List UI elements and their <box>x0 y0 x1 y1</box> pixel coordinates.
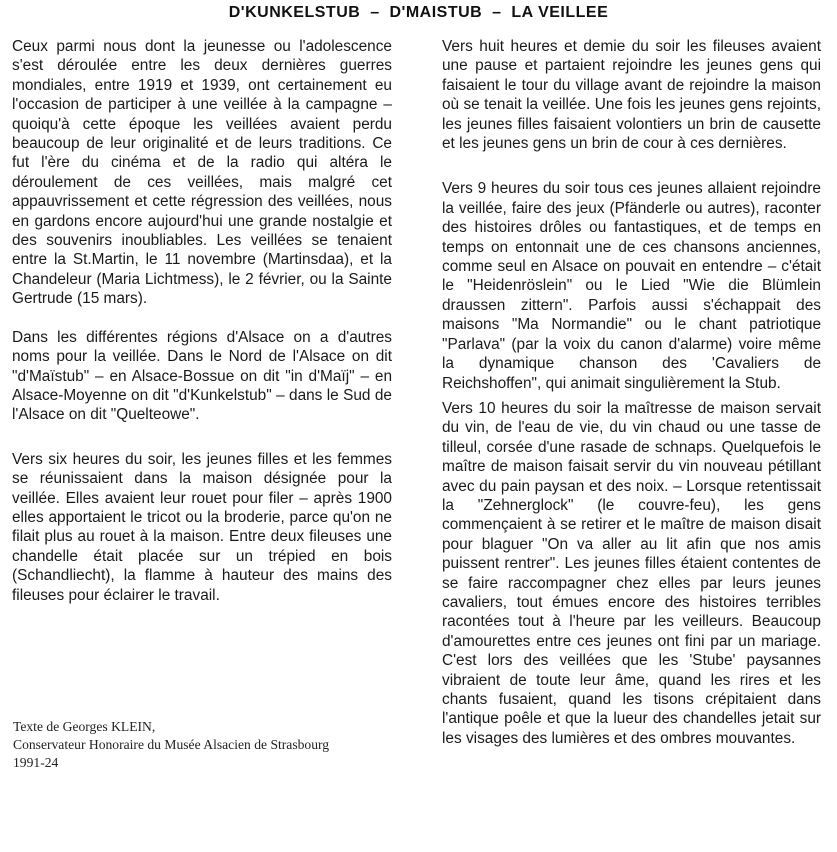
credit-author: Texte de Georges KLEIN, <box>13 719 156 734</box>
paragraph-spacer <box>442 153 821 179</box>
credit-reference: 1991-24 <box>13 755 59 770</box>
paragraph-regional-names: Dans les différentes régions d'Alsace on a d'autres noms pour la veillée. Dans le Nord de l'Alsace on dit "d'Maïstub" – en Alsace-Bossue on dit "in d'Maïj" – en Alsace-Moyenne on dit "d'Kunkelstub" – dans le Sud de l'Alsace on dit "Quelteowe". <box>12 328 392 424</box>
paragraph-six-oclock: Vers six heures du soir, les jeunes filles et les femmes se réunissaient dans la maison désignée pour la veillée. Elles avaient leur rouet pour filer – après 1900 elles apportaient le tricot ou la broderie, parce qu'on ne filait plus au rouet à la maison. Entre deux fileuses une chandelle était placée sur un trépied en bois (Schandliecht), la flamme à hauteur des mains des fileuses pour éclairer le travail. <box>12 450 392 604</box>
paragraph-nine-oclock: Vers 9 heures du soir tous ces jeunes allaient rejoindre la veillée, faire des jeux (Pfänderle ou autres), raconter des histoires drôles ou fantastiques, et de temps en temps on entonnait une de ces chansons anciennes, comme seul en Alsace on pouvait en entendre – c'était le "Heidenröslein" ou le Lied "Wie die Blümlein draussen zittern". Parfois aussi s'échappait des maisons "Ma Normandie" ou le chant patriotique "Parlava" (par la voix du canon d'alarme) voire même la dynamique chanson des 'Cavaliers de Reichshoffen", qui animait singulièrement la Stub. <box>442 180 821 392</box>
right-column <box>442 37 821 748</box>
credit-role: Conservateur Honoraire du Musée Alsacien de Strasbourg <box>13 737 330 752</box>
page-title: D'KUNKELSTUB – D'MAISTUB – LA VEILLEE <box>228 4 609 21</box>
paragraph-eight-thirty: Vers huit heures et demie du soir les fileuses avaient une pause et partaient rejoindre les jeunes gens qui faisaient le tour du village avant de rejoindre la maison où se tenait la veillée. Une fois les jeunes gens rejoints, les jeunes filles faisaient volontiers un brin de causette et les jeunes gens un brin de cour à ces dernières. <box>442 38 821 153</box>
left-column <box>12 37 392 605</box>
paragraph-spacer <box>12 309 392 328</box>
paragraph-intro: Ceux parmi nous dont la jeunesse ou l'adolescence s'est déroulée entre les deux dernières guerres mondiales, entre 1919 et 1939, ont certainement eu l'occasion de participer à une veillée à la campagne – quoiqu'à cette époque les veillées avaient perdu beaucoup de leur originalité et de leurs traditions. Ce fut l'ère du cinéma et de la radio qui altéra le déroulement de ces veillées, mais malgré cet appauvrissement et cette régression des veillées, nous en gardons encore aujourd'hui une grande nostalgie et des souvenirs inoubliables. Les veillées se tenaient entre la St.Martin, le 11 novembre (Martinsdaa), et la Chandeleur (Maria Lichtmess), le 2 février, ou la Sainte Gertrude (15 mars). <box>12 38 392 308</box>
paragraph-spacer <box>12 425 392 450</box>
author-credit <box>13 718 373 772</box>
paragraph-ten-oclock: Vers 10 heures du soir la maîtresse de maison servait du vin, de l'eau de vie, du vin chaud ou une tasse de tilleul, corsée d'une rasade de schnaps. Quelquefois le maître de maison faisait servir du vin nouveau pétillant avec du pain paysan et des noix. – Lorsque retentissait la "Zehnerglock" (le couvre-feu), les gens commençaient à se retirer et le maître de maison disait pour blaguer "On va aller au lit afin que nos amis puissent rentrer". Les jeunes filles étaient contentes de se faire raccompagner chez elles par leurs jeunes cavaliers, tout émues encore des histoires terribles racontées tout à l'heure par les veilleurs. Beaucoup d'amourettes entre ces jeunes ont fini par un mariage. C'est lors des veillées que les 'Stube' paysannes vibraient de toute leur âme, quand les rires et les chants fusaient, quand les tisons crépitaient dans l'antique poêle et que la lueur des chandelles jetait sur les visages des lumières et des ombres mouvantes. <box>442 399 821 747</box>
